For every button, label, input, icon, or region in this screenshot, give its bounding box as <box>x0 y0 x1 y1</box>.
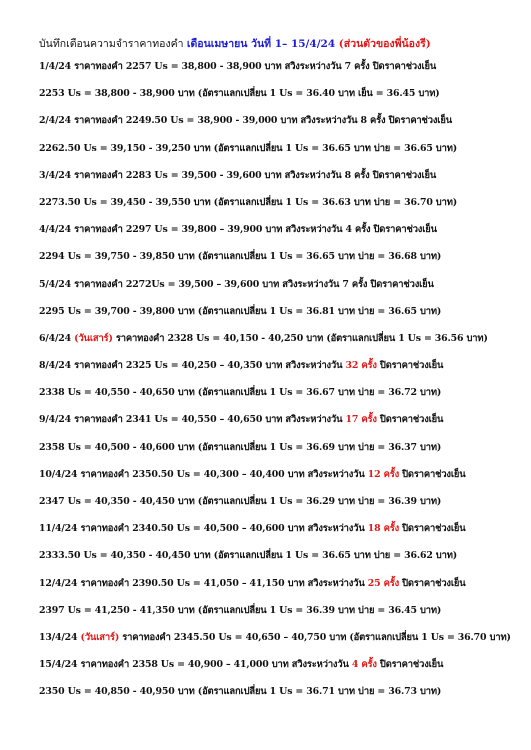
highlight-text: (วันเสาร์) <box>80 631 120 643</box>
title-month-range: เดือนเมษายน วันที่ 1– 15/4/24 <box>186 38 336 50</box>
entry-text: ปิดราคาช่วงเย็น <box>376 659 444 671</box>
price-entry-line <box>39 278 529 305</box>
price-entry-line <box>39 223 529 250</box>
document-title <box>39 37 431 51</box>
entry-text: 5/4/24 ราคาทองคำ 2272Us = 39,500 – 39,600 บาท สวิงระหว่างวัน 7 ครั้ง ปิดราคาช่วงเย็น <box>39 278 434 290</box>
price-entry-line <box>39 549 529 576</box>
price-entry-line <box>39 114 529 141</box>
entry-text: 10/4/24 ราคาทองคำ 2350.50 Us = 40,300 – 40,400 บาท สวิงระหว่างวัน <box>39 468 368 480</box>
entry-text: 2273.50 Us = 39,450 - 39,550 บาท (อัตราแลกเปลี่ยน 1 Us = 36.63 บาท บ่าย = 36.70 บาท) <box>39 196 458 208</box>
highlight-text: 32 ครั้ง <box>345 360 377 372</box>
entry-text: 15/4/24 ราคาทองคำ 2358 Us = 40,900 – 41,000 บาท สวิงระหว่างวัน <box>39 659 352 671</box>
highlight-text: (วันเสาร์) <box>74 332 113 344</box>
entry-text: ปิดราคาช่วงเย็น <box>399 468 466 480</box>
entry-text: 11/4/24 ราคาทองคำ 2340.50 Us = 40,500 – 40,600 บาท สวิงระหว่างวัน <box>39 523 368 535</box>
entry-text: ราคาทองคำ 2328 Us = 40,150 - 40,250 บาท (อัตราแลกเปลี่ยน 1 Us = 36.56 บาท) <box>112 332 488 344</box>
entry-text: ปิดราคาช่วงเย็น <box>399 577 466 589</box>
price-entry-line <box>39 142 529 169</box>
entry-text: 2262.50 Us = 39,150 - 39,250 บาท (อัตราแลกเปลี่ยน 1 Us = 36.65 บาท บ่าย = 36.65 บาท) <box>39 142 458 154</box>
price-entry-line <box>39 196 529 223</box>
price-entry-line <box>39 60 529 87</box>
price-entry-line <box>39 332 529 359</box>
price-entry-line <box>39 441 529 468</box>
entry-text: 13/4/24 <box>39 631 81 643</box>
gold-price-entries <box>39 60 529 713</box>
highlight-text: 25 ครั้ง <box>367 577 400 589</box>
entry-text: 2350 Us = 40,850 - 40,950 บาท (อัตราแลกเปลี่ยน 1 Us = 36.71 บาท บ่าย = 36.73 บาท) <box>39 686 442 698</box>
entry-text: 2295 Us = 39,700 - 39,800 บาท (อัตราแลกเปลี่ยน 1 Us = 36.81 บาท บ่าย = 36.65 บาท) <box>39 305 442 317</box>
entry-text: ปิดราคาช่วงเย็น <box>376 414 444 426</box>
price-entry-line <box>39 305 529 332</box>
entry-text: 2358 Us = 40,500 - 40,600 บาท (อัตราแลกเปลี่ยน 1 Us = 36.69 บาท บ่าย = 36.37 บาท) <box>39 441 442 453</box>
entry-text: 1/4/24 ราคาทองคำ 2257 Us = 38,800 - 38,900 บาท สวิงระหว่างวัน 7 ครั้ง ปิดราคาช่วงเย็น <box>39 61 437 72</box>
entry-text: 2333.50 Us = 40,350 - 40,450 บาท (อัตราแลกเปลี่ยน 1 Us = 36.65 บาท บ่าย = 36.62 บาท) <box>39 550 458 562</box>
price-entry-line <box>39 495 529 522</box>
entry-text: 2397 Us = 41,250 - 41,350 บาท (อัตราแลกเปลี่ยน 1 Us = 36.39 บาท บ่าย = 36.45 บาท) <box>39 604 442 616</box>
price-entry-line <box>39 386 529 413</box>
price-entry-line <box>39 169 529 196</box>
entry-text: ปิดราคาช่วงเย็น <box>399 523 466 535</box>
entry-text: 3/4/24 ราคาทองคำ 2283 Us = 39,500 - 39,600 บาท สวิงระหว่างวัน 8 ครั้ง ปิดราคาช่วงเย็น <box>39 169 437 181</box>
entry-text: 2338 Us = 40,550 - 40,650 บาท (อัตราแลกเปลี่ยน 1 Us = 36.67 บาท บ่าย = 36.72 บาท) <box>39 387 442 399</box>
entry-text: 2347 Us = 40,350 - 40,450 บาท (อัตราแลกเปลี่ยน 1 Us = 36.29 บาท บ่าย = 36.39 บาท) <box>39 496 442 507</box>
entry-text: 6/4/24 <box>39 332 75 344</box>
entry-text: 9/4/24 ราคาทองคำ 2341 Us = 40,550 – 40,650 บาท สวิงระหว่างวัน <box>39 414 346 426</box>
price-entry-line <box>39 468 529 495</box>
highlight-text: 4 ครั้ง <box>351 659 377 671</box>
entry-text: 2294 Us = 39,750 - 39,850 บาท (อัตราแลกเปลี่ยน 1 Us = 36.65 บาท บ่าย = 36.68 บาท) <box>39 251 442 263</box>
price-entry-line <box>39 685 529 712</box>
entry-text: 4/4/24 ราคาทองคำ 2297 Us = 39,800 – 39,900 บาท สวิงระหว่างวัน 4 ครั้ง ปิดราคาช่วงเย็น <box>39 224 437 236</box>
highlight-text: 12 ครั้ง <box>367 468 400 480</box>
highlight-text: 17 ครั้ง <box>345 414 377 426</box>
price-entry-line <box>39 413 529 440</box>
entry-text: 2/4/24 ราคาทองคำ 2249.50 Us = 38,900 - 39,000 บาท สวิงระหว่างวัน 8 ครั้ง ปิดราคาช่วงเย็น <box>39 115 452 127</box>
entry-text: 2253 Us = 38,800 - 38,900 บาท (อัตราแลกเปลี่ยน 1 Us = 36.40 บาท เย็น = 36.45 บาท) <box>39 88 440 100</box>
entry-text: 8/4/24 ราคาทองคำ 2325 Us = 40,250 – 40,350 บาท สวิงระหว่างวัน <box>39 360 346 372</box>
title-owner-note: (ส่วนตัวของพี่น้องรี) <box>335 38 431 50</box>
entry-text: 12/4/24 ราคาทองคำ 2390.50 Us = 41,050 – 41,150 บาท สวิงระหว่างวัน <box>39 577 368 589</box>
entry-text: ปิดราคาช่วงเย็น <box>376 360 444 372</box>
price-entry-line <box>39 87 529 114</box>
price-entry-line <box>39 522 529 549</box>
price-entry-line <box>39 359 529 386</box>
price-entry-line <box>39 577 529 604</box>
title-prefix: บันทึกเตือนความจำราคาทองคำ <box>39 38 187 50</box>
price-entry-line <box>39 631 529 658</box>
highlight-text: 18 ครั้ง <box>367 523 400 535</box>
price-entry-line <box>39 658 529 685</box>
entry-text: ราคาทองคำ 2345.50 Us = 40,650 – 40,750 บาท (อัตราแลกเปลี่ยน 1 Us = 36.70 บาท) <box>119 631 511 643</box>
price-entry-line <box>39 250 529 277</box>
price-entry-line <box>39 604 529 631</box>
